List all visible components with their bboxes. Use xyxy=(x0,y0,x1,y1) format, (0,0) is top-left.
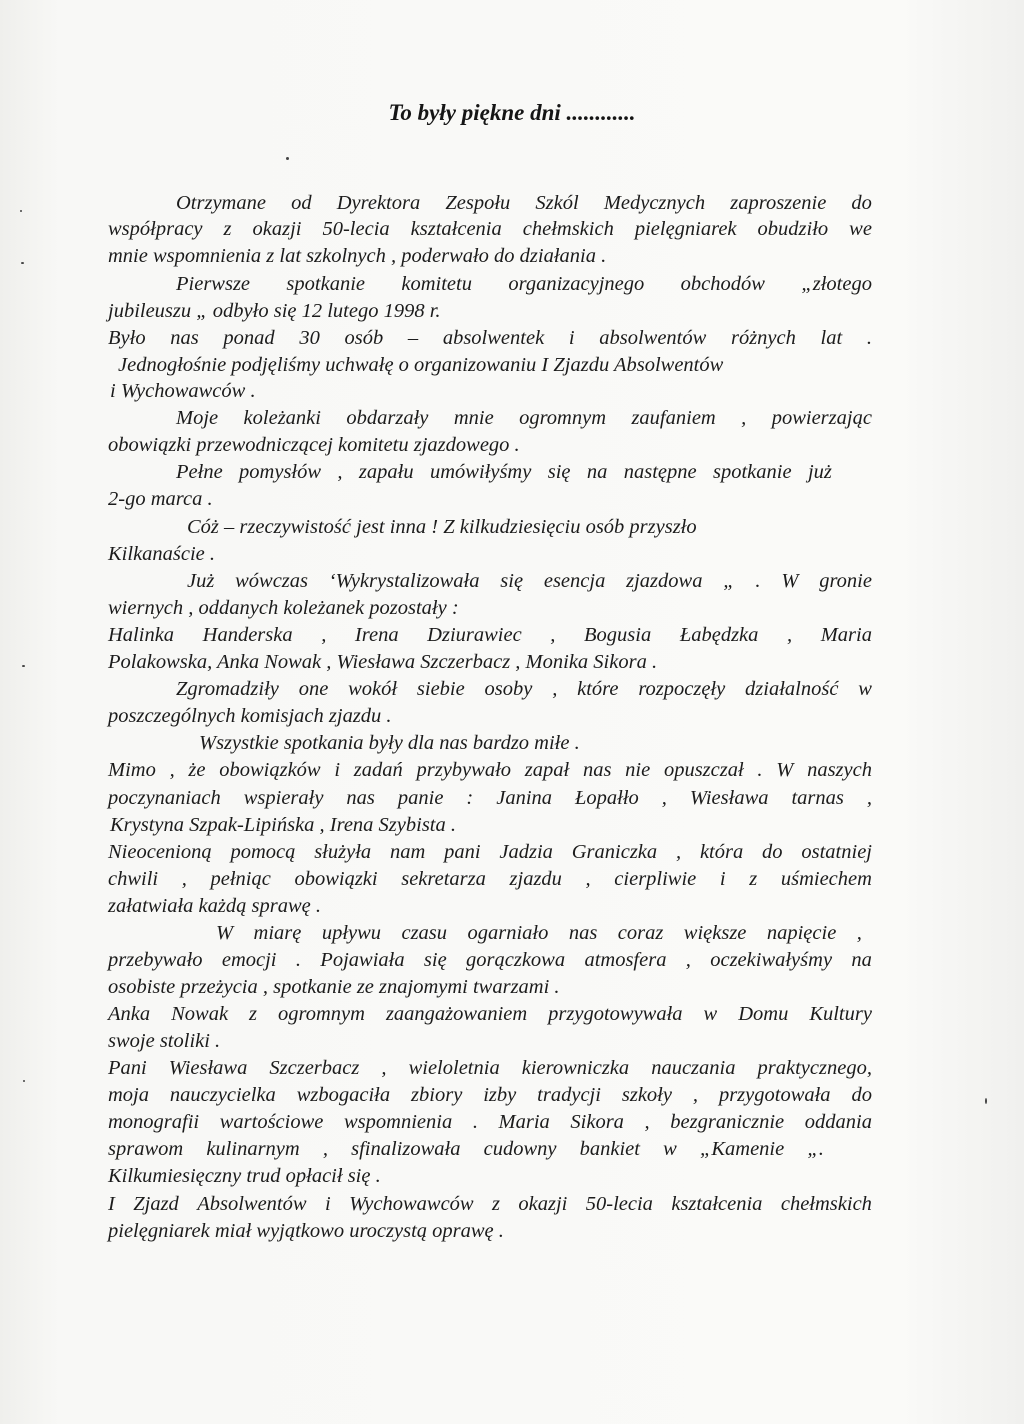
word: , xyxy=(856,922,862,944)
text-line xyxy=(108,622,872,648)
word: naszych xyxy=(807,759,872,781)
word: Szkól xyxy=(535,192,579,214)
word: nas xyxy=(582,759,612,781)
word: wartościowe xyxy=(219,1111,324,1133)
word: chwili xyxy=(108,868,159,890)
word: Janina xyxy=(496,787,553,809)
text-line xyxy=(108,757,872,783)
text-line xyxy=(108,216,872,242)
text-line xyxy=(176,190,872,216)
word: Bogusia xyxy=(584,624,652,646)
word: , xyxy=(585,868,591,890)
word: Irena xyxy=(354,624,399,646)
word: oczekiwałyśmy xyxy=(710,949,833,971)
word: większe xyxy=(683,922,747,944)
word: moja xyxy=(108,1084,149,1106)
word: pielęgniarek xyxy=(634,218,737,240)
text-line xyxy=(108,839,872,865)
word: i xyxy=(334,759,341,781)
word: Mimo xyxy=(108,759,156,781)
word: panie xyxy=(397,787,444,809)
word: pomysłów xyxy=(239,461,322,483)
word: monografii xyxy=(108,1111,200,1133)
word: koleżanki xyxy=(243,407,321,429)
word: zjazdu xyxy=(509,868,562,890)
text-line: Cóż – rzeczywistość jest inna ! Z kilkudziesięciu osób przyszło xyxy=(187,516,697,538)
word: osób xyxy=(344,327,384,349)
word: Zjazd xyxy=(133,1193,179,1215)
text-line xyxy=(108,1055,872,1081)
word: zjazdowa xyxy=(626,570,703,592)
word: Dziurawiec xyxy=(427,624,522,646)
word: Już xyxy=(187,570,215,592)
word: , xyxy=(685,949,691,971)
word: „złotego xyxy=(801,273,872,295)
word: Halinka xyxy=(108,624,175,646)
scan-speck xyxy=(20,210,22,212)
text-line xyxy=(108,1001,872,1027)
word: Dyrektora xyxy=(336,192,421,214)
word: obdarzały xyxy=(346,407,429,429)
word: w xyxy=(703,1003,718,1025)
word: opuszczał xyxy=(663,759,744,781)
word: napięcie xyxy=(766,922,837,944)
word: Maria xyxy=(820,624,872,646)
word: „Kamenie xyxy=(699,1138,785,1160)
word: coraz xyxy=(617,922,664,944)
word: we xyxy=(849,218,872,240)
word: , xyxy=(741,407,747,429)
scan-speck xyxy=(985,1098,987,1104)
word: działalność xyxy=(745,678,839,700)
word: w xyxy=(663,1138,677,1160)
scan-speck xyxy=(21,262,24,264)
word: Było xyxy=(108,327,146,349)
text-line xyxy=(108,1191,872,1217)
word: Wiesława xyxy=(689,787,769,809)
word: kierowniczka xyxy=(521,1057,630,1079)
word: powierzając xyxy=(771,407,872,429)
word: 50-lecia xyxy=(322,218,390,240)
word: , xyxy=(169,759,175,781)
word: W xyxy=(781,570,799,592)
word: obowiązki xyxy=(294,868,378,890)
word: Zgromadziły xyxy=(176,678,279,700)
word: Domu xyxy=(738,1003,789,1025)
word: komitetu xyxy=(401,273,472,295)
word: , xyxy=(661,787,667,809)
word: z xyxy=(249,1003,258,1025)
word: ogarniało xyxy=(467,922,549,944)
word: cudowny xyxy=(483,1138,557,1160)
document-title: To były piękne dni ............ xyxy=(388,100,636,125)
word: nas xyxy=(170,327,199,349)
word: ogromnym xyxy=(519,407,607,429)
word: emocji xyxy=(221,949,277,971)
word: upływu xyxy=(321,922,382,944)
word: Nowak xyxy=(171,1003,229,1025)
word: kształcenia xyxy=(410,218,502,240)
word: . xyxy=(866,327,872,349)
word: praktycznego, xyxy=(757,1057,872,1079)
word: obudziło xyxy=(757,218,829,240)
word: kształcenia xyxy=(671,1193,763,1215)
word: Kultury xyxy=(809,1003,872,1025)
word: Absolwentów xyxy=(197,1193,307,1215)
word: bankiet xyxy=(579,1138,640,1160)
text-line xyxy=(176,405,872,431)
word: chełmskich xyxy=(780,1193,872,1215)
word: umówiłyśmy xyxy=(429,461,532,483)
text-line: mnie wspomnienia z lat szkolnych , poderwało do działania . xyxy=(108,245,607,267)
word: , xyxy=(550,624,556,646)
word: przybywało xyxy=(416,759,512,781)
word: na xyxy=(586,461,608,483)
text-line: Jednogłośnie podjęliśmy uchwałę o organizowaniu I Zjazdu Absolwentów xyxy=(118,354,724,376)
word: i xyxy=(568,327,575,349)
word: miarę xyxy=(253,922,302,944)
word: Szczerbacz xyxy=(269,1057,360,1079)
word: nie xyxy=(625,759,651,781)
word: się xyxy=(547,461,571,483)
word: siebie xyxy=(416,678,465,700)
word: nas xyxy=(568,922,598,944)
word: wówczas xyxy=(235,570,309,592)
word: sprawom xyxy=(108,1138,184,1160)
word: od xyxy=(291,192,312,214)
word: wspomnienia xyxy=(344,1111,453,1133)
word: zaproszenie xyxy=(730,192,827,214)
word: tradycji xyxy=(537,1084,601,1106)
word: 30 xyxy=(299,327,320,349)
text-line: Kilkumiesięczny trud opłacił się . xyxy=(108,1165,381,1187)
text-line: pielęgniarek miał wyjątkowo uroczystą oprawę . xyxy=(108,1220,504,1242)
word: z xyxy=(749,868,758,890)
word: współpracy xyxy=(108,218,203,240)
word: rozpoczęły xyxy=(638,678,726,700)
word: , xyxy=(322,1138,328,1160)
word: z xyxy=(492,1193,500,1215)
word: sekretarza xyxy=(401,868,486,890)
word: że xyxy=(188,759,206,781)
word: nas xyxy=(346,787,375,809)
text-line: osobiste przeżycia , spotkanie ze znajomymi twarzami . xyxy=(108,976,560,998)
text-line: swoje stoliki . xyxy=(108,1030,221,1052)
word: do xyxy=(851,192,872,214)
word: Graniczka xyxy=(571,841,658,863)
word: się xyxy=(423,949,447,971)
word: , xyxy=(675,841,682,863)
word: sfinalizowała xyxy=(351,1138,461,1160)
word: nauczycielka xyxy=(169,1084,276,1106)
word: na xyxy=(851,949,872,971)
word: absolwentek xyxy=(442,327,545,349)
word: , xyxy=(552,678,558,700)
text-line xyxy=(176,459,832,485)
text-line: obowiązki przewodniczącej komitetu zjazdowego . xyxy=(108,434,520,456)
word: obowiązków xyxy=(219,759,321,781)
word: się xyxy=(500,570,524,592)
word: chełmskich xyxy=(522,218,614,240)
word: atmosfera xyxy=(584,949,667,971)
word: ponad xyxy=(223,327,275,349)
word: wokół xyxy=(348,678,398,700)
text-line: wiernych , oddanych koleżanek pozostały : xyxy=(108,597,459,619)
word: przygotowywała xyxy=(548,1003,683,1025)
text-line: 2-go marca . xyxy=(108,488,213,510)
word: Handerska xyxy=(202,624,293,646)
word: , xyxy=(786,624,793,646)
word: , xyxy=(337,461,343,483)
text-line xyxy=(108,1082,872,1108)
word: Moje xyxy=(176,407,219,429)
word: okazji xyxy=(518,1193,568,1215)
word: spotkanie xyxy=(713,461,792,483)
word: zaufaniem xyxy=(631,407,716,429)
word: cierpliwie xyxy=(614,868,697,890)
text-line: Kilkanaście . xyxy=(108,543,216,565)
word: szkoły xyxy=(621,1084,672,1106)
word: różnych xyxy=(730,327,796,349)
word: Pierwsze xyxy=(176,273,251,295)
word: Pani xyxy=(108,1057,147,1079)
word: . xyxy=(295,949,301,971)
text-line xyxy=(108,785,872,811)
word: wzbogaciła xyxy=(296,1084,391,1106)
word: , xyxy=(381,1057,387,1079)
word: kulinarnym xyxy=(206,1138,300,1160)
word: Wychowawców xyxy=(349,1193,474,1215)
word: bezgranicznie xyxy=(670,1111,785,1133)
word: zadań xyxy=(353,759,403,781)
text-line: poszczególnych komisjach zjazdu . xyxy=(108,705,392,727)
word: do xyxy=(762,841,783,863)
text-line xyxy=(187,568,872,594)
word: W xyxy=(216,922,234,944)
word: I xyxy=(108,1193,115,1215)
word: w xyxy=(858,678,872,700)
word: nam xyxy=(389,841,426,863)
word: . xyxy=(757,759,763,781)
word: które xyxy=(577,678,619,700)
word: z xyxy=(223,218,232,240)
text-line xyxy=(176,676,872,702)
word: ‘Wykrystalizowała xyxy=(328,570,480,592)
text-line: Krystyna Szpak-Lipińska , Irena Szybista . xyxy=(110,814,457,836)
word: czasu xyxy=(401,922,448,944)
word: oddania xyxy=(804,1111,872,1133)
text-line xyxy=(108,866,872,892)
word: Jadzia xyxy=(499,841,553,863)
word: i xyxy=(719,868,726,890)
text-line: i Wychowawców . xyxy=(110,380,256,402)
word: służyła xyxy=(314,841,372,863)
word: Medycznych xyxy=(603,192,706,214)
word: , xyxy=(644,1111,650,1133)
word: do xyxy=(851,1084,872,1106)
word: pani xyxy=(444,841,481,863)
word: ogromnym xyxy=(278,1003,365,1025)
word: one xyxy=(298,678,329,700)
word: zbiory xyxy=(411,1084,463,1106)
word: absolwentów xyxy=(599,327,707,349)
text-line xyxy=(108,1136,824,1162)
text-line: załatwiała każdą sprawę . xyxy=(108,895,321,917)
word: W xyxy=(776,759,794,781)
word: Nieocenioną xyxy=(108,841,212,863)
word: Otrzymane xyxy=(176,192,266,214)
word: obchodów xyxy=(680,273,765,295)
word: gronie xyxy=(819,570,872,592)
word: lat xyxy=(820,327,843,349)
word: zapału xyxy=(358,461,414,483)
word: nauczania xyxy=(651,1057,736,1079)
word: Łabędzka xyxy=(679,624,759,646)
word: : xyxy=(466,787,474,809)
word: pomocą xyxy=(230,841,296,863)
text-line: Wszystkie spotkania były dla nas bardzo miłe . xyxy=(199,732,580,754)
word: izby xyxy=(483,1084,517,1106)
word: wspierały xyxy=(243,787,324,809)
word: ostatniej xyxy=(801,841,872,863)
word: Maria xyxy=(498,1111,550,1133)
word: uśmiechem xyxy=(780,868,872,890)
word: okazji xyxy=(252,218,302,240)
text-line xyxy=(108,325,872,351)
word: mnie xyxy=(453,407,494,429)
word: pełniąc xyxy=(210,868,271,890)
word: Anka xyxy=(108,1003,151,1025)
text-line: Polakowska, Anka Nowak , Wiesława Szczerbacz , Monika Sikora . xyxy=(108,651,658,673)
word: Pełne xyxy=(176,461,223,483)
word: esencja xyxy=(543,570,606,592)
word: przebywało xyxy=(108,949,203,971)
word: Łopałło xyxy=(575,787,639,809)
text-line xyxy=(216,920,862,946)
text-line xyxy=(176,271,872,297)
word: Sikora xyxy=(570,1111,624,1133)
word: następne xyxy=(623,461,697,483)
text-line xyxy=(108,1109,872,1135)
word: „ xyxy=(723,570,735,592)
word: , xyxy=(181,868,187,890)
scan-speck xyxy=(286,157,289,160)
word: Zespołu xyxy=(445,192,511,214)
word: przygotowała xyxy=(718,1084,831,1106)
word: . xyxy=(472,1111,478,1133)
word: , xyxy=(692,1084,699,1106)
text-line: jubileuszu „ odbyło się 12 lutego 1998 r. xyxy=(108,300,441,322)
word: osoby xyxy=(484,678,533,700)
scan-speck xyxy=(23,1080,25,1082)
word: 50-lecia xyxy=(585,1193,653,1215)
word: Wiesława xyxy=(168,1057,248,1079)
word: – xyxy=(407,327,419,349)
word: zapał xyxy=(524,759,570,781)
word: spotkanie xyxy=(286,273,365,295)
word: poczynaniach xyxy=(108,787,221,809)
word: . xyxy=(755,570,761,592)
word: zaangażowaniem xyxy=(385,1003,528,1025)
word: już xyxy=(807,461,832,483)
scan-speck xyxy=(22,665,25,667)
text-line xyxy=(108,947,872,973)
word: gorączkowa xyxy=(466,949,566,971)
word: organizacyjnego xyxy=(508,273,645,295)
word: , xyxy=(866,787,872,809)
word: „. xyxy=(807,1138,824,1160)
word: która xyxy=(699,841,744,863)
word: wieloletnia xyxy=(408,1057,500,1079)
word: i xyxy=(324,1193,331,1215)
word: , xyxy=(321,624,327,646)
word: Pojawiała xyxy=(320,949,405,971)
word: tarnas xyxy=(791,787,844,809)
